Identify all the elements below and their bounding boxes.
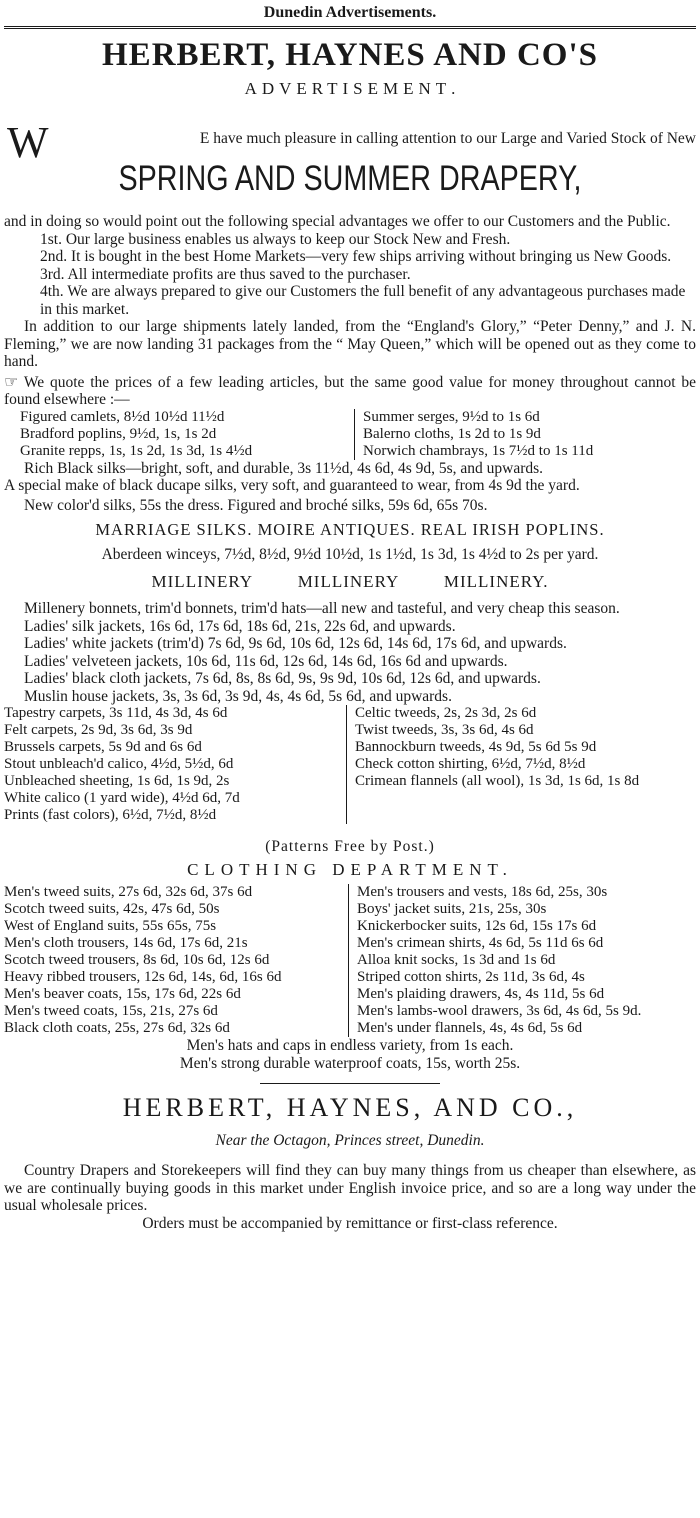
list-item: Alloa knit socks, 1s 3d and 1s 6d <box>357 952 556 968</box>
hats-line: Men's hats and caps in endless variety, from 1s each. <box>186 1037 514 1054</box>
price-list-household-left <box>4 705 347 824</box>
intro-first-line: E have much pleasure in calling attention to our Large and Varied Stock of New <box>199 130 696 147</box>
millinery-line-2: Ladies' silk jackets, 16s 6d, 17s 6d, 18s 6d, 21s, 22s 6d, and upwards. <box>24 617 456 635</box>
list-item: Knickerbocker suits, 12s 6d, 15s 17s 6d <box>357 918 597 934</box>
list-item: Tapestry carpets, 3s 11d, 4s 3d, 4s 6d <box>4 705 228 721</box>
firm-title: HERBERT, HAYNES AND CO'S <box>102 37 598 73</box>
list-item: Men's tweed coats, 15s, 21s, 27s 6d <box>4 1003 218 1019</box>
millinery-line-4: Ladies' velveteen jackets, 10s 6d, 11s 6d, 12s 6d, 14s 6d, 16s 6d and upwards. <box>24 652 508 670</box>
advantage-3: 3rd. All intermediate profits are thus saved to the purchaser. <box>40 265 411 283</box>
list-item: Bannockburn tweeds, 4s 9d, 5s 6d 5s 9d <box>355 739 597 755</box>
price-list-fabrics <box>4 409 696 460</box>
list-item: Striped cotton shirts, 2s 11d, 3s 6d, 4s <box>357 969 585 985</box>
pointing-hand-icon: ☞ <box>4 371 19 391</box>
list-item: Men's under flannels, 4s, 4s 6d, 5s 6d <box>357 1020 583 1036</box>
intro-paragraph: and in doing so would point out the following special advantages we offer to our Customers and the Public. <box>4 213 671 230</box>
drop-cap: W <box>7 118 49 167</box>
coats-line: Men's strong durable waterproof coats, 15s, worth 25s. <box>179 1055 521 1072</box>
list-item: Black cloth coats, 25s, 27s 6d, 32s 6d <box>4 1020 230 1036</box>
closing-paragraph: Country Drapers and Storekeepers will find they can buy many things from us cheaper than elsewhere, as we are continually buying goods in this market under English invoice price, and so are a long way under the usual wholesale prices. <box>4 1162 696 1214</box>
list-item: Scotch tweed suits, 42s, 47s 6d, 50s <box>4 901 220 917</box>
list-item: Figured camlets, 8½d 10½d 11½d <box>20 408 225 425</box>
spring-summer-banner: SPRING AND SUMMER DRAPERY, <box>118 159 582 198</box>
list-item: Boys' jacket suits, 21s, 25s, 30s <box>357 901 547 917</box>
firm-footer: HERBERT, HAYNES, AND CO., <box>122 1093 578 1122</box>
list-item: West of England suits, 55s 65s, 75s <box>4 918 217 934</box>
millinery-heading: MILLINERY MILLINERY MILLINERY. <box>151 572 549 591</box>
list-item: Celtic tweeds, 2s, 2s 3d, 2s 6d <box>355 705 537 721</box>
orders-line: Orders must be accompanied by remittance or first-class reference. <box>142 1214 558 1232</box>
intro <box>4 118 696 167</box>
price-list-fabrics-right <box>355 409 696 460</box>
list-item: Men's plaiding drawers, 4s, 4s 11d, 5s 6d <box>357 986 605 1002</box>
list-item: Check cotton shirting, 6½d, 7½d, 8½d <box>355 756 586 772</box>
price-list-clothing-right <box>349 884 696 1037</box>
list-item: Stout unbleach'd calico, 4½d, 5½d, 6d <box>4 756 234 772</box>
price-list-household <box>4 705 696 824</box>
silks-heading: MARRIAGE SILKS. MOIRE ANTIQUES. REAL IRISH POPLINS. <box>95 520 605 539</box>
shipments-paragraph: In addition to our large shipments lately landed, from the “England's Glory,” “Peter Denny,” and J. N. Fleming,” we are now landing 31 packages from the “ May Queen,” which will be opened out as they come to hand. <box>4 318 696 370</box>
clothing-heading: CLOTHING DEPARTMENT. <box>187 860 513 879</box>
list-item: Unbleached sheeting, 1s 6d, 1s 9d, 2s <box>4 773 230 789</box>
list-item: Prints (fast colors), 6½d, 7½d, 8½d <box>4 807 217 823</box>
price-list-household-right <box>347 705 696 824</box>
list-item: Men's cloth trousers, 14s 6d, 17s 6d, 21s <box>4 935 248 951</box>
silks-line-2: A special make of black ducape silks, very soft, and guaranteed to wear, from 4s 9d the yard. <box>4 477 580 494</box>
list-item: Men's beaver coats, 15s, 17s 6d, 22s 6d <box>4 986 241 1002</box>
advertisement-label: ADVERTISEMENT. <box>244 79 456 98</box>
list-item: Bradford poplins, 9½d, 1s, 1s 2d <box>20 425 217 442</box>
silks-line-3: New color'd silks, 55s the dress. Figured and broché silks, 59s 6d, 65s 70s. <box>24 496 488 514</box>
list-item: Men's tweed suits, 27s 6d, 32s 6d, 37s 6d <box>4 884 253 900</box>
list-item: Twist tweeds, 3s, 3s 6d, 4s 6d <box>355 722 534 738</box>
list-item: Men's crimean shirts, 4s 6d, 5s 11d 6s 6d <box>357 935 604 951</box>
footer-rule <box>260 1083 440 1084</box>
running-head: Dunedin Advertisements. <box>263 4 437 21</box>
millinery-line-5: Ladies' black cloth jackets, 7s 6d, 8s, 8s 6d, 9s, 9s 9d, 10s 6d, 12s 6d, and upwards. <box>24 670 541 687</box>
price-list-clothing <box>4 884 696 1037</box>
list-item: Brussels carpets, 5s 9d and 6s 6d <box>4 739 202 755</box>
price-list-clothing-left <box>4 884 349 1037</box>
list-item: Heavy ribbed trousers, 12s 6d, 14s, 6d, 16s 6d <box>4 969 282 985</box>
advantage-4: 4th. We are always prepared to give our Customers the full benefit of any advantageous purchases made in this market. <box>40 283 686 318</box>
address-line: Near the Octagon, Princes street, Dunedin. <box>215 1132 485 1149</box>
list-item: Balerno cloths, 1s 2d to 1s 9d <box>363 425 541 442</box>
list-item: Men's lambs-wool drawers, 3s 6d, 4s 6d, 5s 9d. <box>357 1003 642 1019</box>
millinery-line-1: Millenery bonnets, trim'd bonnets, trim'd hats—all new and tasteful, and very cheap this season. <box>24 600 620 617</box>
millinery-line-6: Muslin house jackets, 3s, 3s 6d, 3s 9d, 4s, 4s 6d, 5s 6d, and upwards. <box>24 687 452 705</box>
list-item: Norwich chambrays, 1s 7½d to 1s 11d <box>363 442 594 459</box>
advantage-1: 1st. Our large business enables us always to keep our Stock New and Fresh. <box>40 230 511 248</box>
list-item: Men's trousers and vests, 18s 6d, 25s, 30s <box>357 884 608 900</box>
list-item: White calico (1 yard wide), 4½d 6d, 7d <box>4 790 240 806</box>
quote-text: We quote the prices of a few leading articles, but the same good value for money throughout cannot be found elsewhere :— <box>4 373 696 408</box>
patterns-note: (Patterns Free by Post.) <box>265 838 435 855</box>
list-item: Scotch tweed trousers, 8s 6d, 10s 6d, 12s 6d <box>4 952 270 968</box>
list-item: Crimean flannels (all wool), 1s 3d, 1s 6d, 1s 8d <box>355 773 640 789</box>
price-list-fabrics-left <box>4 409 355 460</box>
advertisement-label-text: ADVERTISEMENT <box>244 79 452 98</box>
list-item: Granite repps, 1s, 1s 2d, 1s 3d, 1s 4½d <box>20 442 253 459</box>
list-item: Summer serges, 9½d to 1s 6d <box>363 408 540 425</box>
advantage-2: 2nd. It is bought in the best Home Markets—very few ships arriving without bringing us New Goods. <box>40 248 672 265</box>
quote-paragraph <box>4 373 696 409</box>
millinery-line-3: Ladies' white jackets (trim'd) 7s 6d, 9s 6d, 10s 6d, 12s 6d, 14s 6d, 17s 6d, and upwards. <box>24 635 567 652</box>
silks-line-1: Rich Black silks—bright, soft, and durable, 3s 11½d, 4s 6d, 4s 9d, 5s, and upwards. <box>24 459 544 477</box>
list-item: Felt carpets, 2s 9d, 3s 6d, 3s 9d <box>4 722 193 738</box>
header-rule <box>4 26 696 29</box>
winceys-line: Aberdeen winceys, 7½d, 8½d, 9½d 10½d, 1s 1½d, 1s 3d, 1s 4½d to 2s per yard. <box>101 546 599 563</box>
